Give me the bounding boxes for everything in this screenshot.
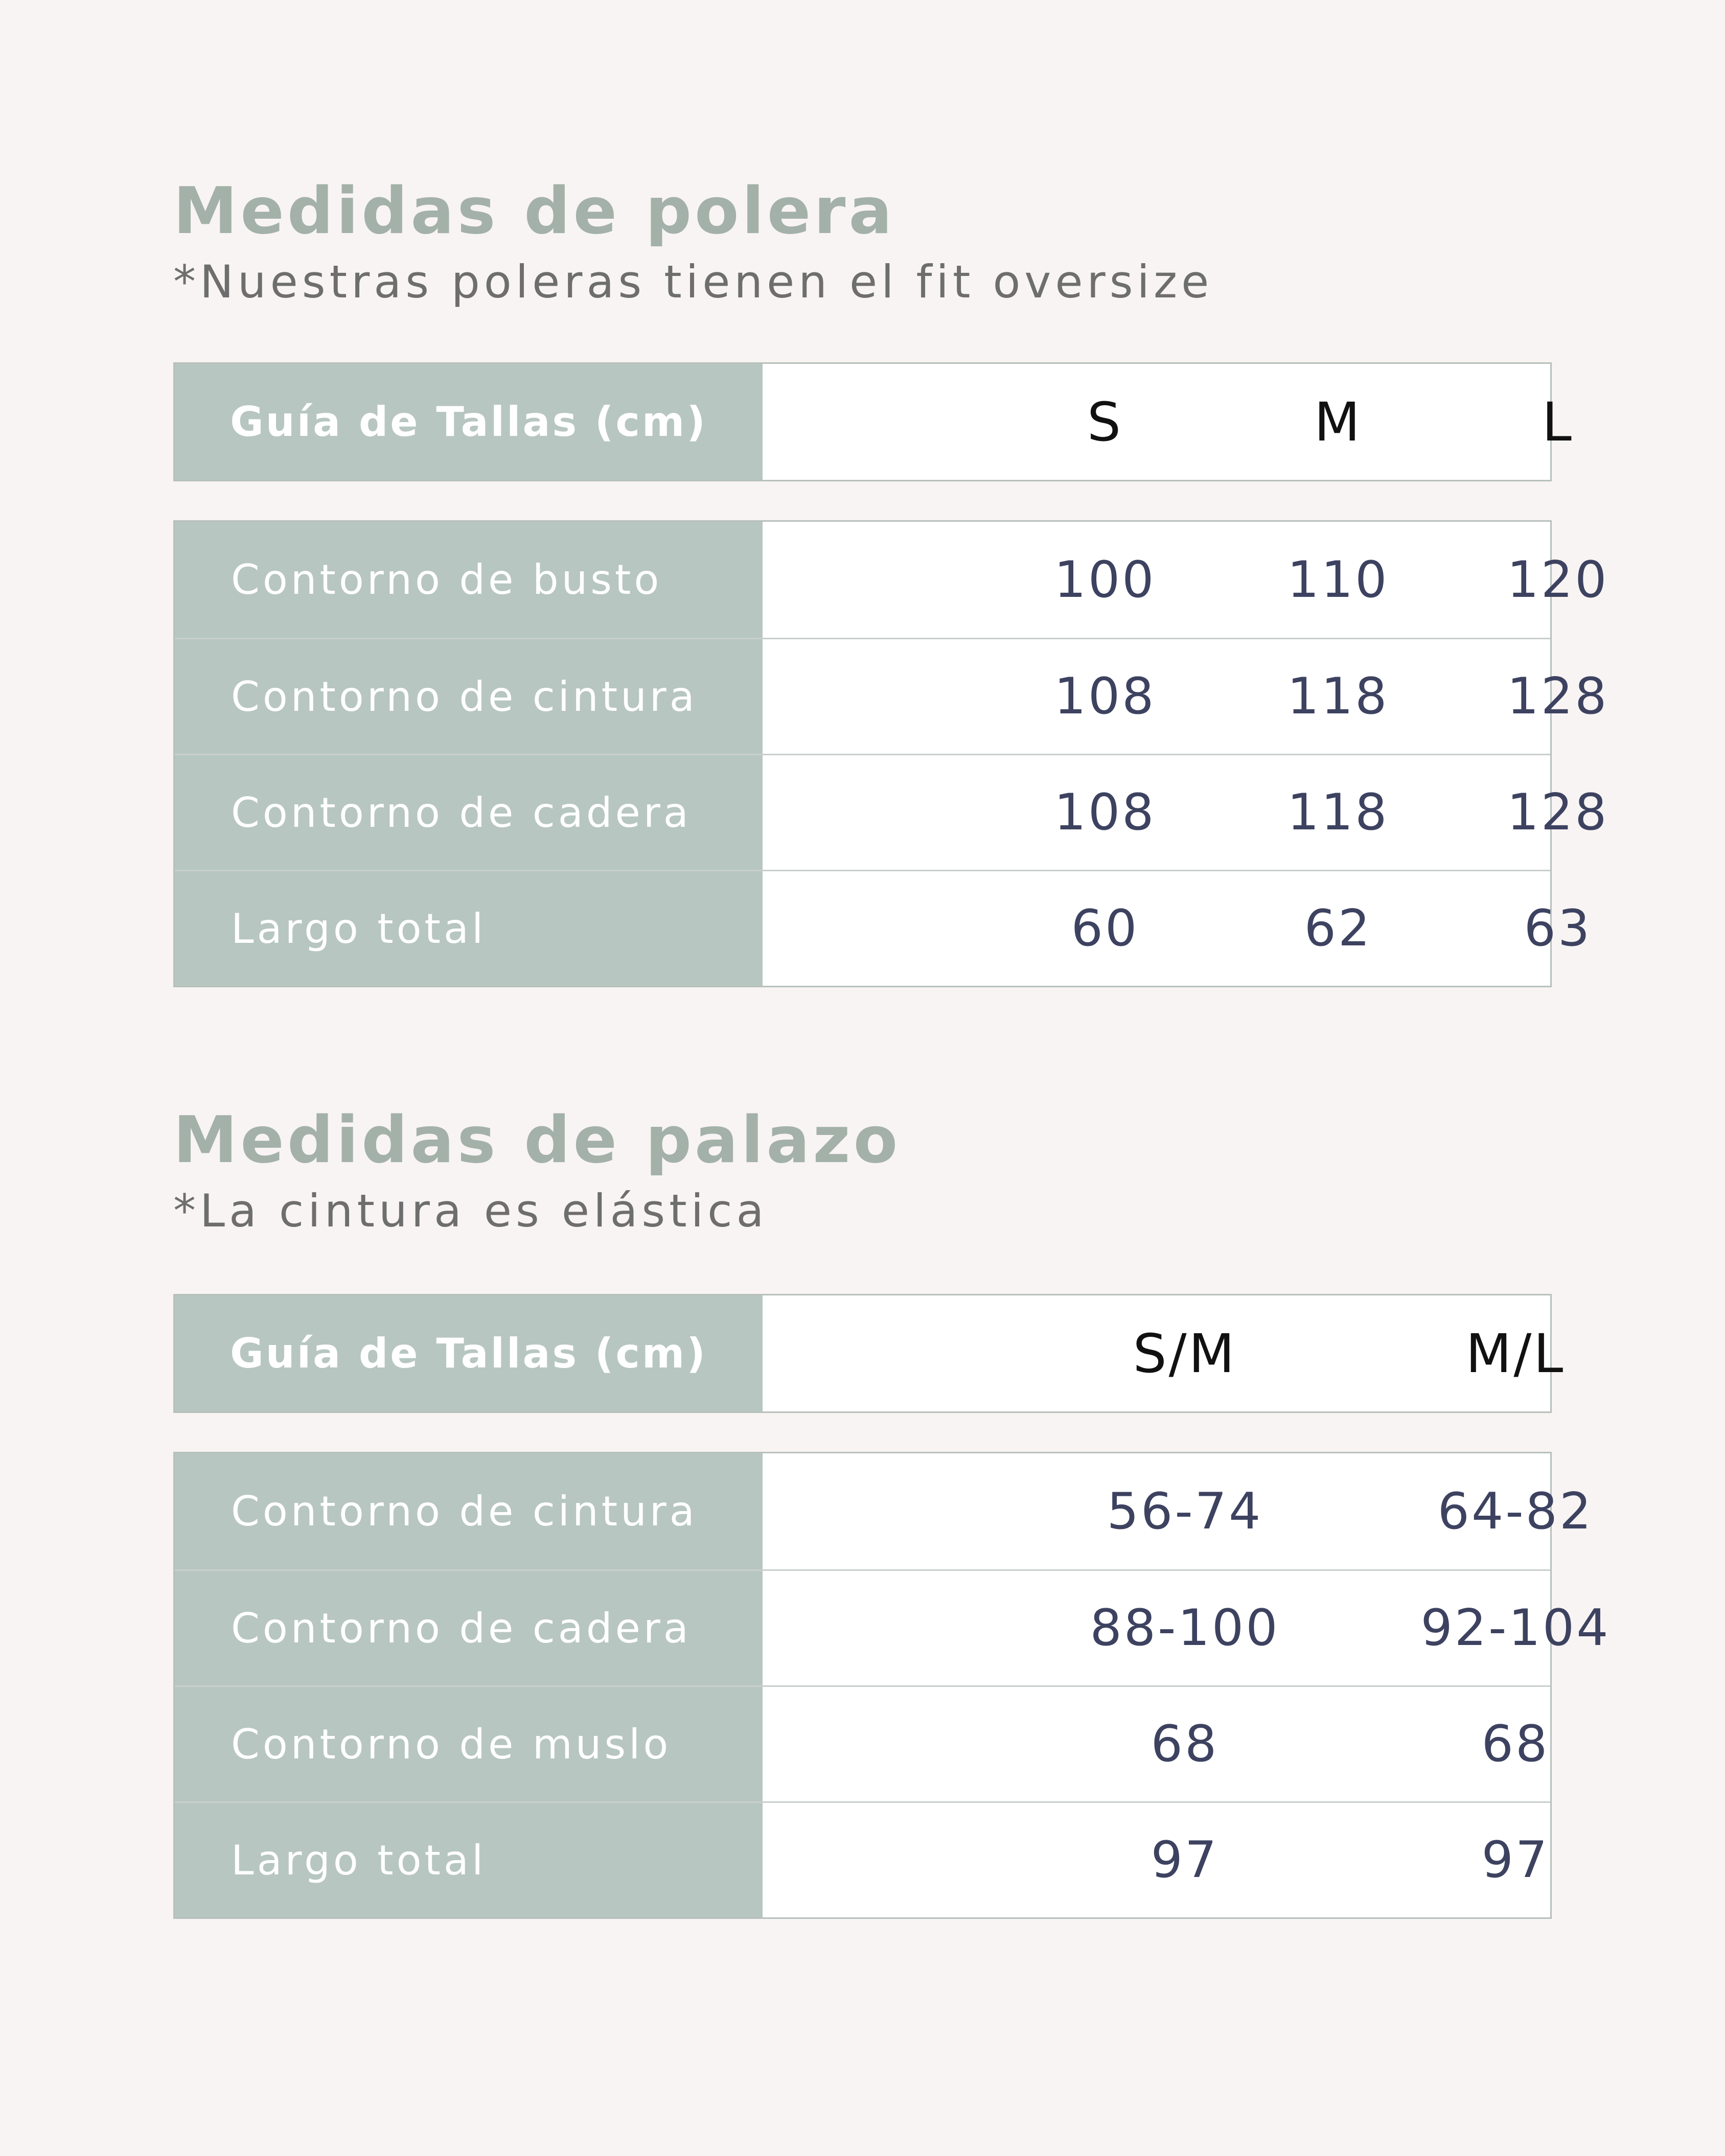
measure-label: Contorno de cintura [175, 639, 763, 754]
value-cell: 62 [1304, 899, 1372, 958]
palazo-note: *La cintura es elástica [173, 1185, 768, 1237]
row-values [763, 1571, 1611, 1685]
row-values [763, 639, 1609, 754]
value-cell: 68 [1151, 1715, 1219, 1773]
measure-label: Contorno de cadera [175, 1571, 763, 1685]
measure-label: Contorno de cintura [175, 1453, 763, 1569]
palazo-measurements-table [173, 1452, 1611, 1919]
value-cell: 118 [1287, 783, 1389, 842]
size-columns [763, 364, 1574, 480]
size-columns [763, 1295, 1566, 1411]
measure-label: Contorno de busto [175, 522, 763, 638]
value-cell: 56-74 [1107, 1482, 1263, 1541]
polera-size-header-table [173, 362, 1574, 481]
palazo-size-header-table [173, 1294, 1566, 1413]
table-row [175, 638, 1609, 754]
value-cell: 60 [1071, 899, 1139, 958]
value-cell: 120 [1507, 550, 1609, 609]
row-values [763, 522, 1609, 638]
value-cell: 63 [1524, 899, 1592, 958]
row-values [763, 1687, 1550, 1801]
value-cell: 97 [1151, 1831, 1219, 1889]
size-label-s: S [1087, 390, 1123, 453]
palazo-title: Medidas de palazo [173, 1102, 901, 1177]
value-cell: 68 [1481, 1715, 1550, 1773]
size-guide-label: Guía de Tallas (cm) [175, 364, 763, 480]
value-cell: 118 [1287, 667, 1389, 726]
table-header-row [175, 364, 1574, 480]
value-cell: 110 [1287, 550, 1389, 609]
size-label-m: M [1314, 390, 1362, 453]
row-values [763, 755, 1609, 870]
row-values [763, 1803, 1550, 1917]
row-values [763, 871, 1592, 986]
measure-label: Contorno de cadera [175, 755, 763, 870]
polera-title: Medidas de polera [173, 173, 895, 248]
table-row [175, 870, 1592, 986]
size-label-sm: S/M [1133, 1322, 1237, 1385]
value-cell: 64-82 [1437, 1482, 1594, 1541]
measure-label: Largo total [175, 871, 763, 986]
polera-measurements-table [173, 520, 1609, 987]
table-row [175, 1453, 1594, 1569]
value-cell: 108 [1054, 783, 1156, 842]
row-values [763, 1453, 1594, 1569]
value-cell: 100 [1054, 550, 1156, 609]
table-row [175, 1569, 1611, 1685]
table-row [175, 1685, 1550, 1801]
size-label-ml: M/L [1465, 1322, 1566, 1385]
measure-label: Contorno de muslo [175, 1687, 763, 1801]
table-row [175, 522, 1609, 638]
size-label-l: L [1542, 390, 1574, 453]
table-row [175, 754, 1609, 870]
value-cell: 128 [1507, 783, 1609, 842]
value-cell: 128 [1507, 667, 1609, 726]
size-guide-label: Guía de Tallas (cm) [175, 1295, 763, 1411]
table-row [175, 1801, 1550, 1917]
polera-note: *Nuestras poleras tienen el fit oversize [173, 256, 1213, 308]
value-cell: 88-100 [1090, 1599, 1280, 1657]
value-cell: 92-104 [1420, 1599, 1611, 1657]
measure-label: Largo total [175, 1803, 763, 1917]
table-header-row [175, 1295, 1566, 1411]
value-cell: 108 [1054, 667, 1156, 726]
value-cell: 97 [1481, 1831, 1550, 1889]
